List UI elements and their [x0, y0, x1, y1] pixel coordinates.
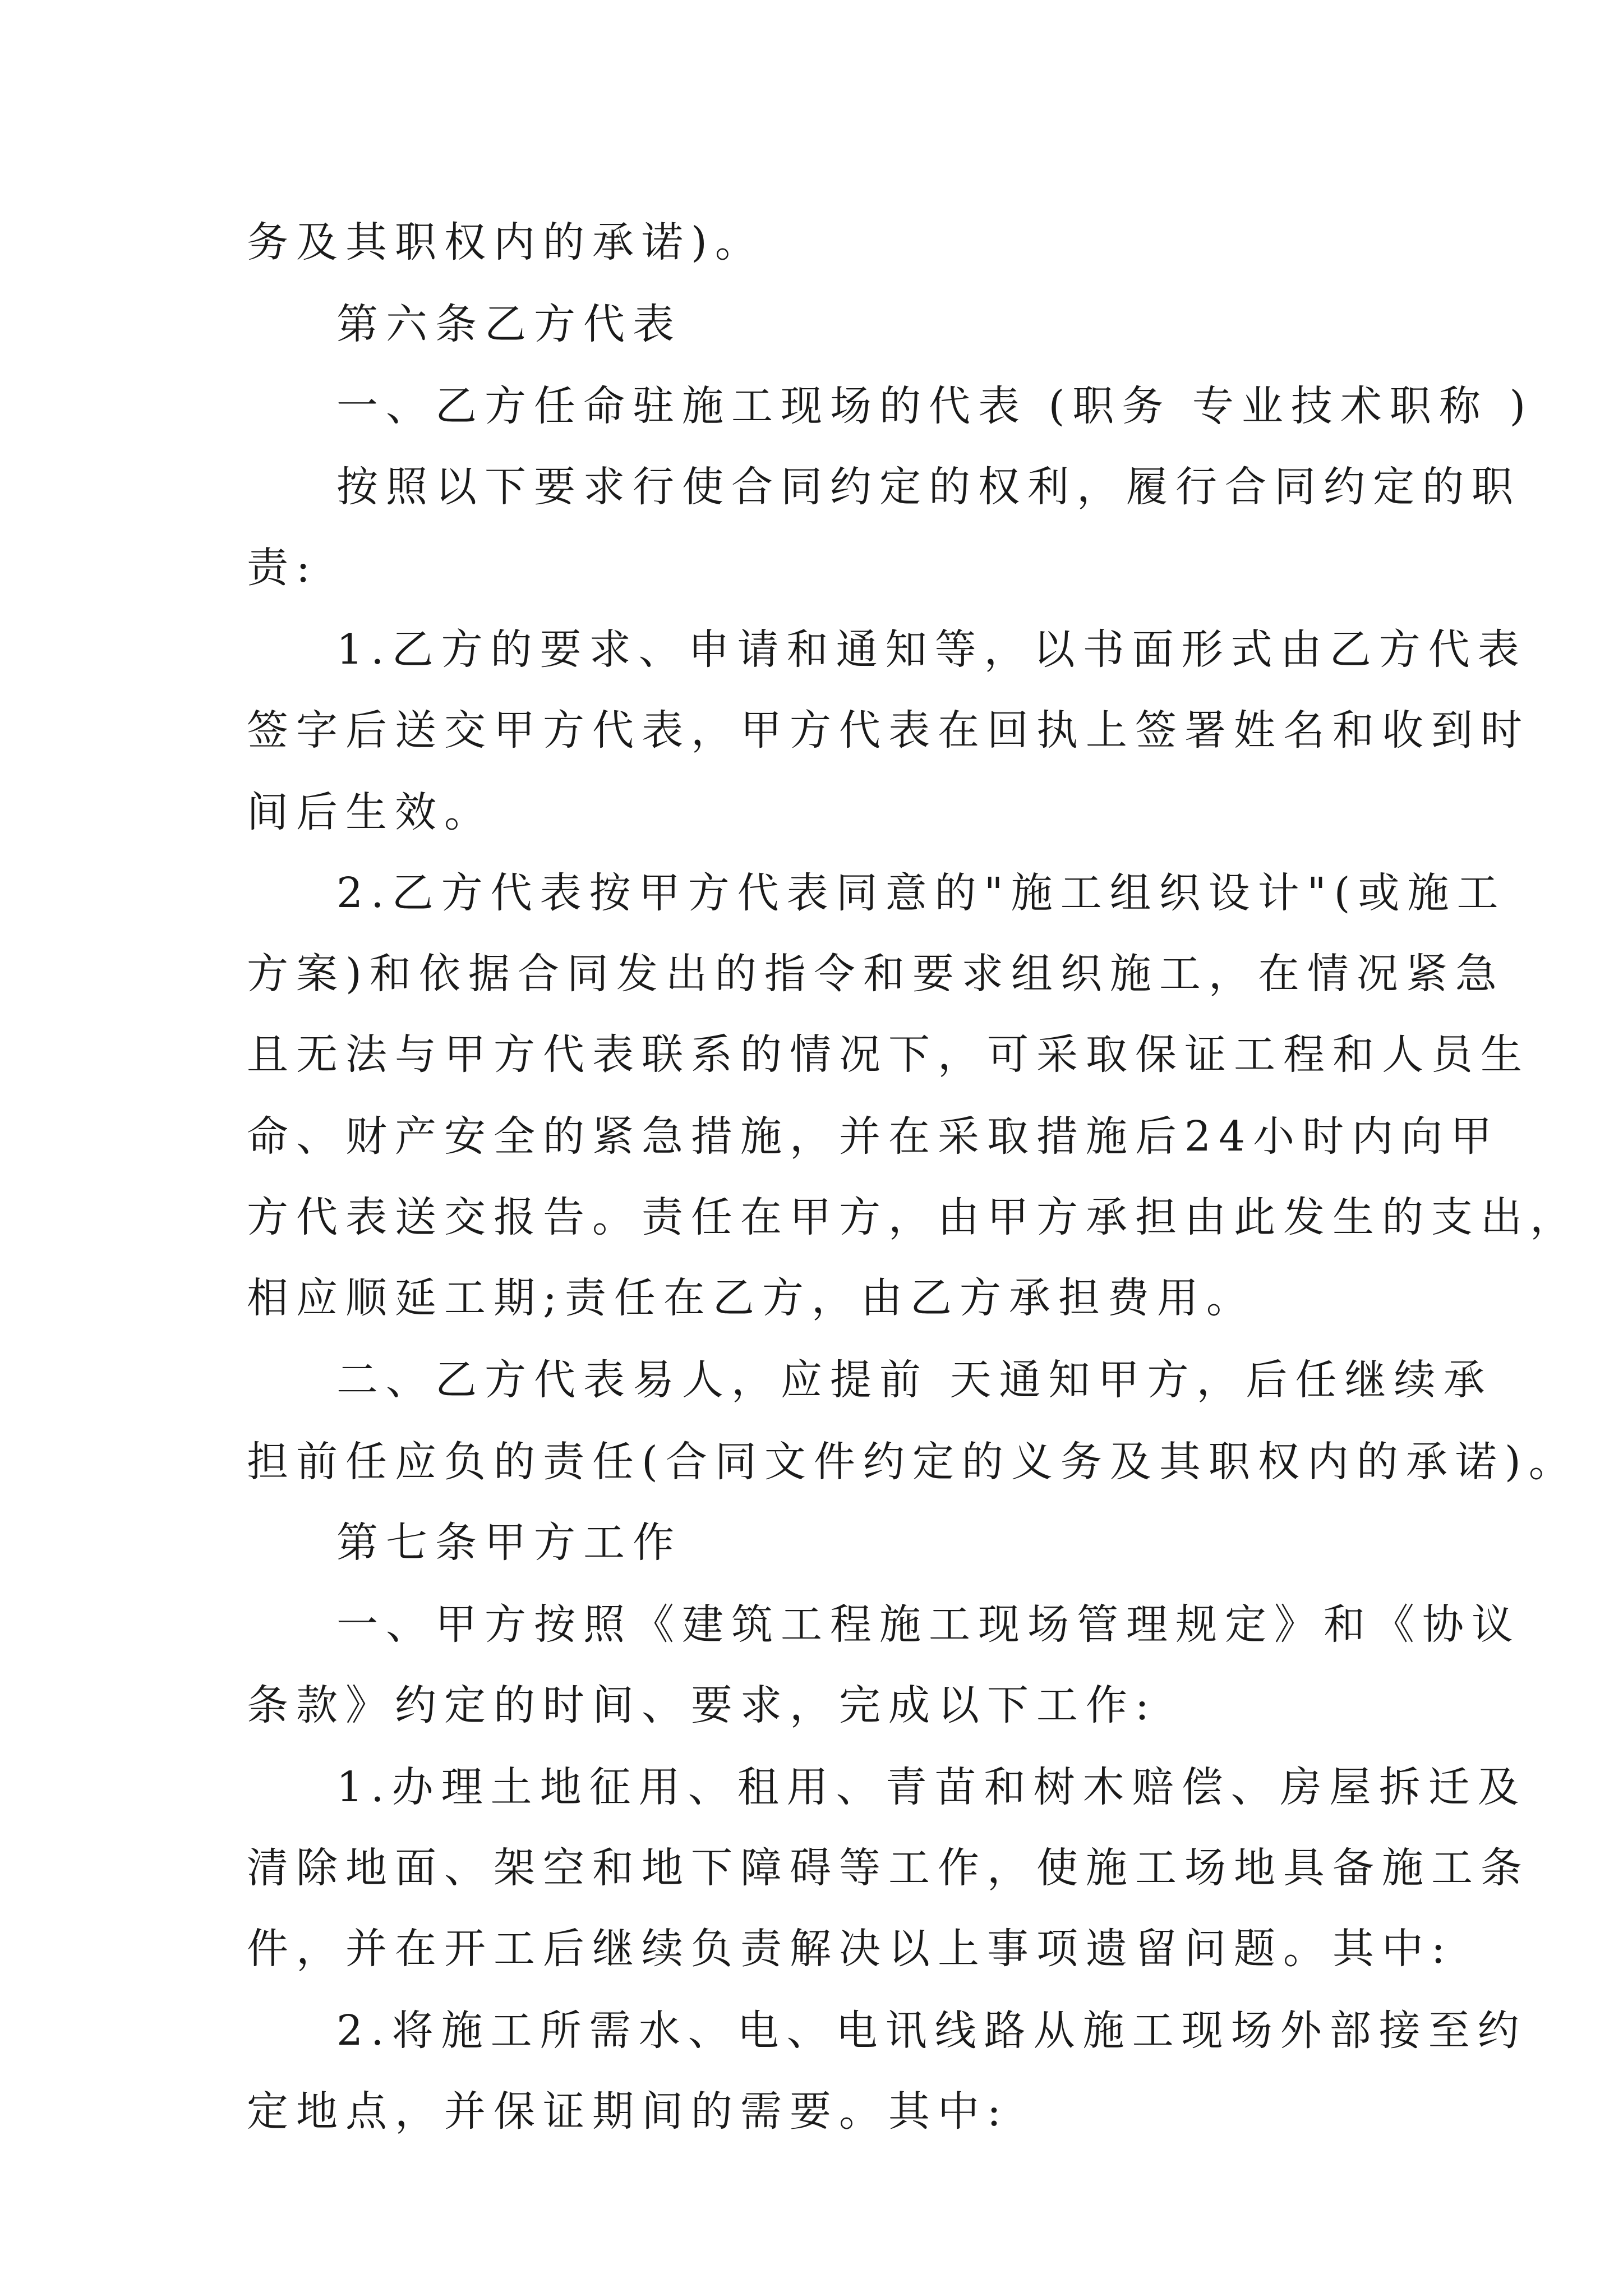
- text-line: 清除地面、架空和地下障碍等工作，使施工场地具备施工条: [247, 1844, 1530, 1892]
- text-line: 定地点，并保证期间的需要。其中:: [247, 2087, 1009, 2136]
- text-line: 务及其职权内的承诺)。: [247, 218, 764, 266]
- section-heading-article-6: 第六条乙方代表: [336, 300, 682, 348]
- text-line: 相应顺延工期;责任在乙方，由乙方承担费用。: [247, 1274, 1256, 1322]
- text-line: 且无法与甲方代表联系的情况下，可采取保证工程和人员生: [247, 1030, 1530, 1079]
- text-line: 2.乙方代表按甲方代表同意的"施工组织设计"(或施工: [336, 869, 1506, 917]
- section-heading-article-7: 第七条甲方工作: [336, 1519, 682, 1567]
- text-line: 一、甲方按照《建筑工程施工现场管理规定》和《协议: [336, 1600, 1521, 1649]
- text-line: 件，并在开工后继续负责解决以上事项遗留问题。其中:: [247, 1925, 1453, 1973]
- text-line: 担前任应负的责任(合同文件约定的义务及其职权内的承诺)。: [247, 1438, 1578, 1486]
- text-line: 2.将施工所需水、电、电讯线路从施工现场外部接至约: [336, 2007, 1527, 2055]
- text-line: 责:: [247, 544, 318, 592]
- text-line: 一、乙方任命驻施工现场的代表 (职务 专业技术职称 ): [336, 382, 1534, 430]
- text-line: 命、财产安全的紧急措施，并在采取措施后24小时内向甲: [247, 1112, 1500, 1161]
- text-line: 二、乙方代表易人，应提前 天通知甲方，后任继续承: [336, 1356, 1493, 1404]
- text-line: 1.办理土地征用、租用、青苗和树木赔偿、房屋拆迁及: [336, 1763, 1527, 1811]
- text-line: 条款》约定的时间、要求，完成以下工作:: [247, 1681, 1157, 1729]
- text-line: 间后生效。: [247, 788, 494, 836]
- text-line: 签字后送交甲方代表，甲方代表在回执上签署姓名和收到时: [247, 706, 1530, 754]
- text-line: 方案)和依据合同发出的指令和要求组织施工，在情况紧急: [247, 950, 1505, 998]
- text-line: 方代表送交报告。责任在甲方，由甲方承担由此发生的支出，: [247, 1193, 1579, 1241]
- text-line: 1.乙方的要求、申请和通知等，以书面形式由乙方代表: [336, 625, 1527, 674]
- text-line: 按照以下要求行使合同约定的权利，履行合同约定的职: [336, 463, 1521, 511]
